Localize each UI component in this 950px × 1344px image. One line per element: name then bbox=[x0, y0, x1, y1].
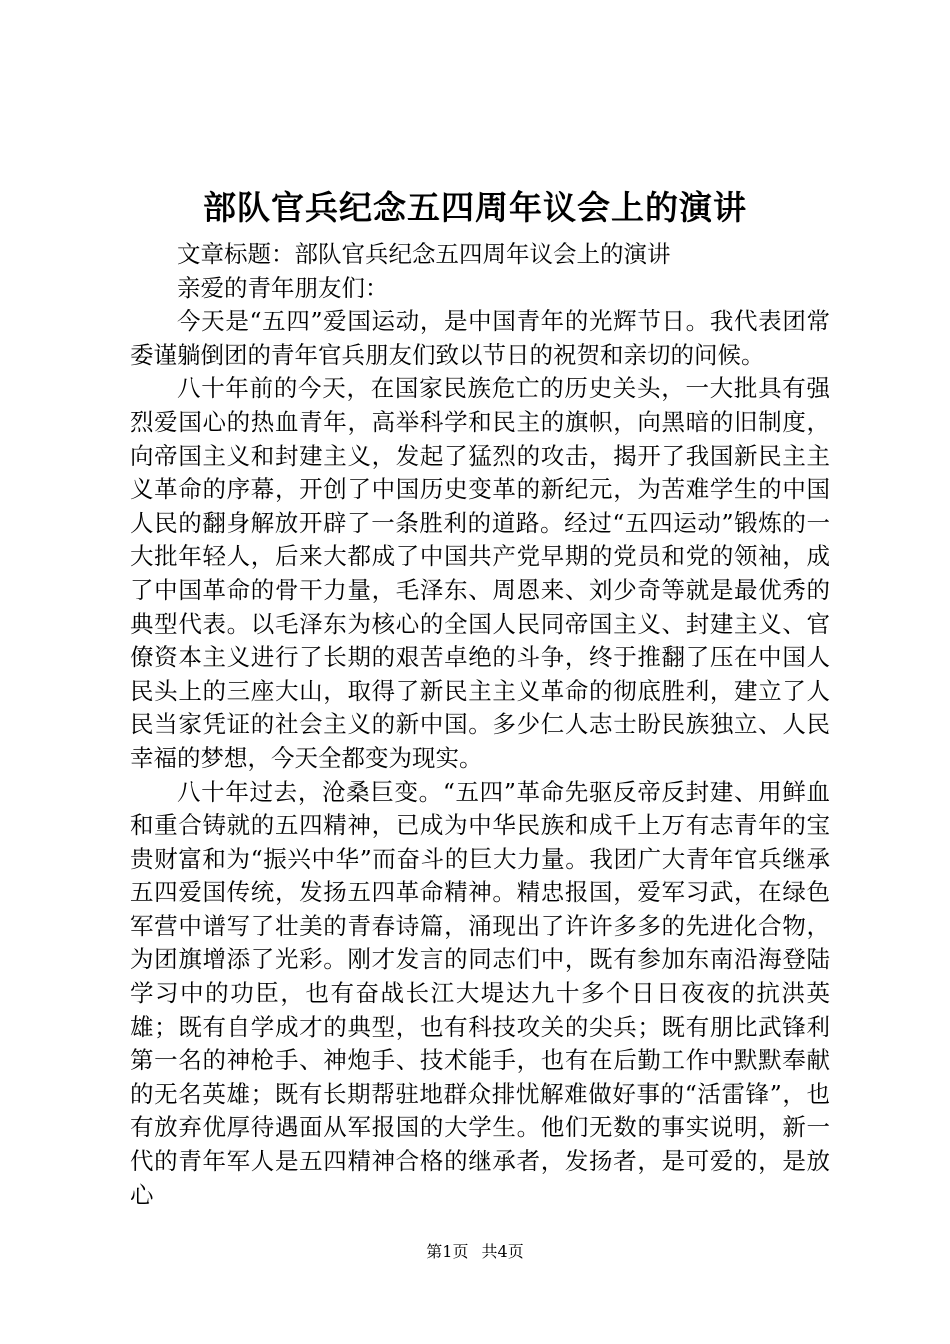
paragraph-1: 今天是“五四”爱国运动，是中国青年的光辉节日。我代表团常委谨躺倒团的青年官兵朋友们致以节日的祝贺和亲切的问候。 bbox=[130, 307, 830, 369]
page-footer bbox=[0, 1241, 950, 1263]
paragraph-article-title: 文章标题：部队官兵纪念五四周年议会上的演讲 bbox=[177, 240, 671, 268]
paragraph-salutation: 亲爱的青年朋友们： bbox=[177, 273, 389, 302]
document-body bbox=[130, 238, 830, 1212]
page-total: 共4页 bbox=[481, 1242, 524, 1261]
paragraph-3: 八十年过去，沧桑巨变。“五四”革命先驱反帝反封建、用鲜血和重合铸就的五四精神，已成为中华民族和成千上万有志青年的宝贵财富和为“振兴中华”而奋斗的巨大力量。我团广大青年官兵继承五四爱国传统，发扬五四革命精神。精忠报国，爱军习武，在绿色军营中谱写了壮美的青春诗篇，涌现出了许许多多的先进化合物，为团旗增添了光彩。刚才发言的同志们中，既有参加东南沿海登陆学习中的功臣，也有奋战长江大堤达九十多个日日夜夜的抗洪英雄；既有自学成才的典型，也有科技攻关的尖兵；既有朋比武锋利第一名的神枪手、神炮手、技术能手，也有在后勤工作中默默奉献的无名英雄；既有长期帮驻地群众排忧解难做好事的“活雷锋”，也有放弃优厚待遇面从军报国的大学生。他们无数的事实说明，新一代的青年军人是五四精神合格的继承者，发扬者，是可爱的，是放心 bbox=[130, 777, 830, 1209]
document-title: 部队官兵纪念五四周年议会上的演讲 bbox=[203, 188, 747, 227]
paragraph-2: 八十年前的今天，在国家民族危亡的历史关头，一大批具有强烈爱国心的热血青年，高举科学和民主的旗帜，向黑暗的旧制度，向帝国主义和封建主义，发起了猛烈的攻击，揭开了我国新民主主义革命的序幕，开创了中国历史变革的新纪元，为苦难学生的中国人民的翻身解放开辟了一条胜利的道路。经过“五四运动”锻炼的一大批年轻人，后来大都成了中国共产党早期的党员和党的领袖，成了中国革命的骨干力量，毛泽东、周恩来、刘少奇等就是最优秀的典型代表。以毛泽东为核心的全国人民同帝国主义、封建主义、官僚资本主义进行了长期的艰苦卓绝的斗争，终于推翻了压在中国人民头上的三座大山，取得了新民主主义革命的彻底胜利，建立了人民当家凭证的社会主义的新中国。多少仁人志士盼民族独立、人民幸福的梦想，今天全都变为现实。 bbox=[130, 374, 830, 772]
page-number: 第1页 bbox=[426, 1242, 469, 1261]
